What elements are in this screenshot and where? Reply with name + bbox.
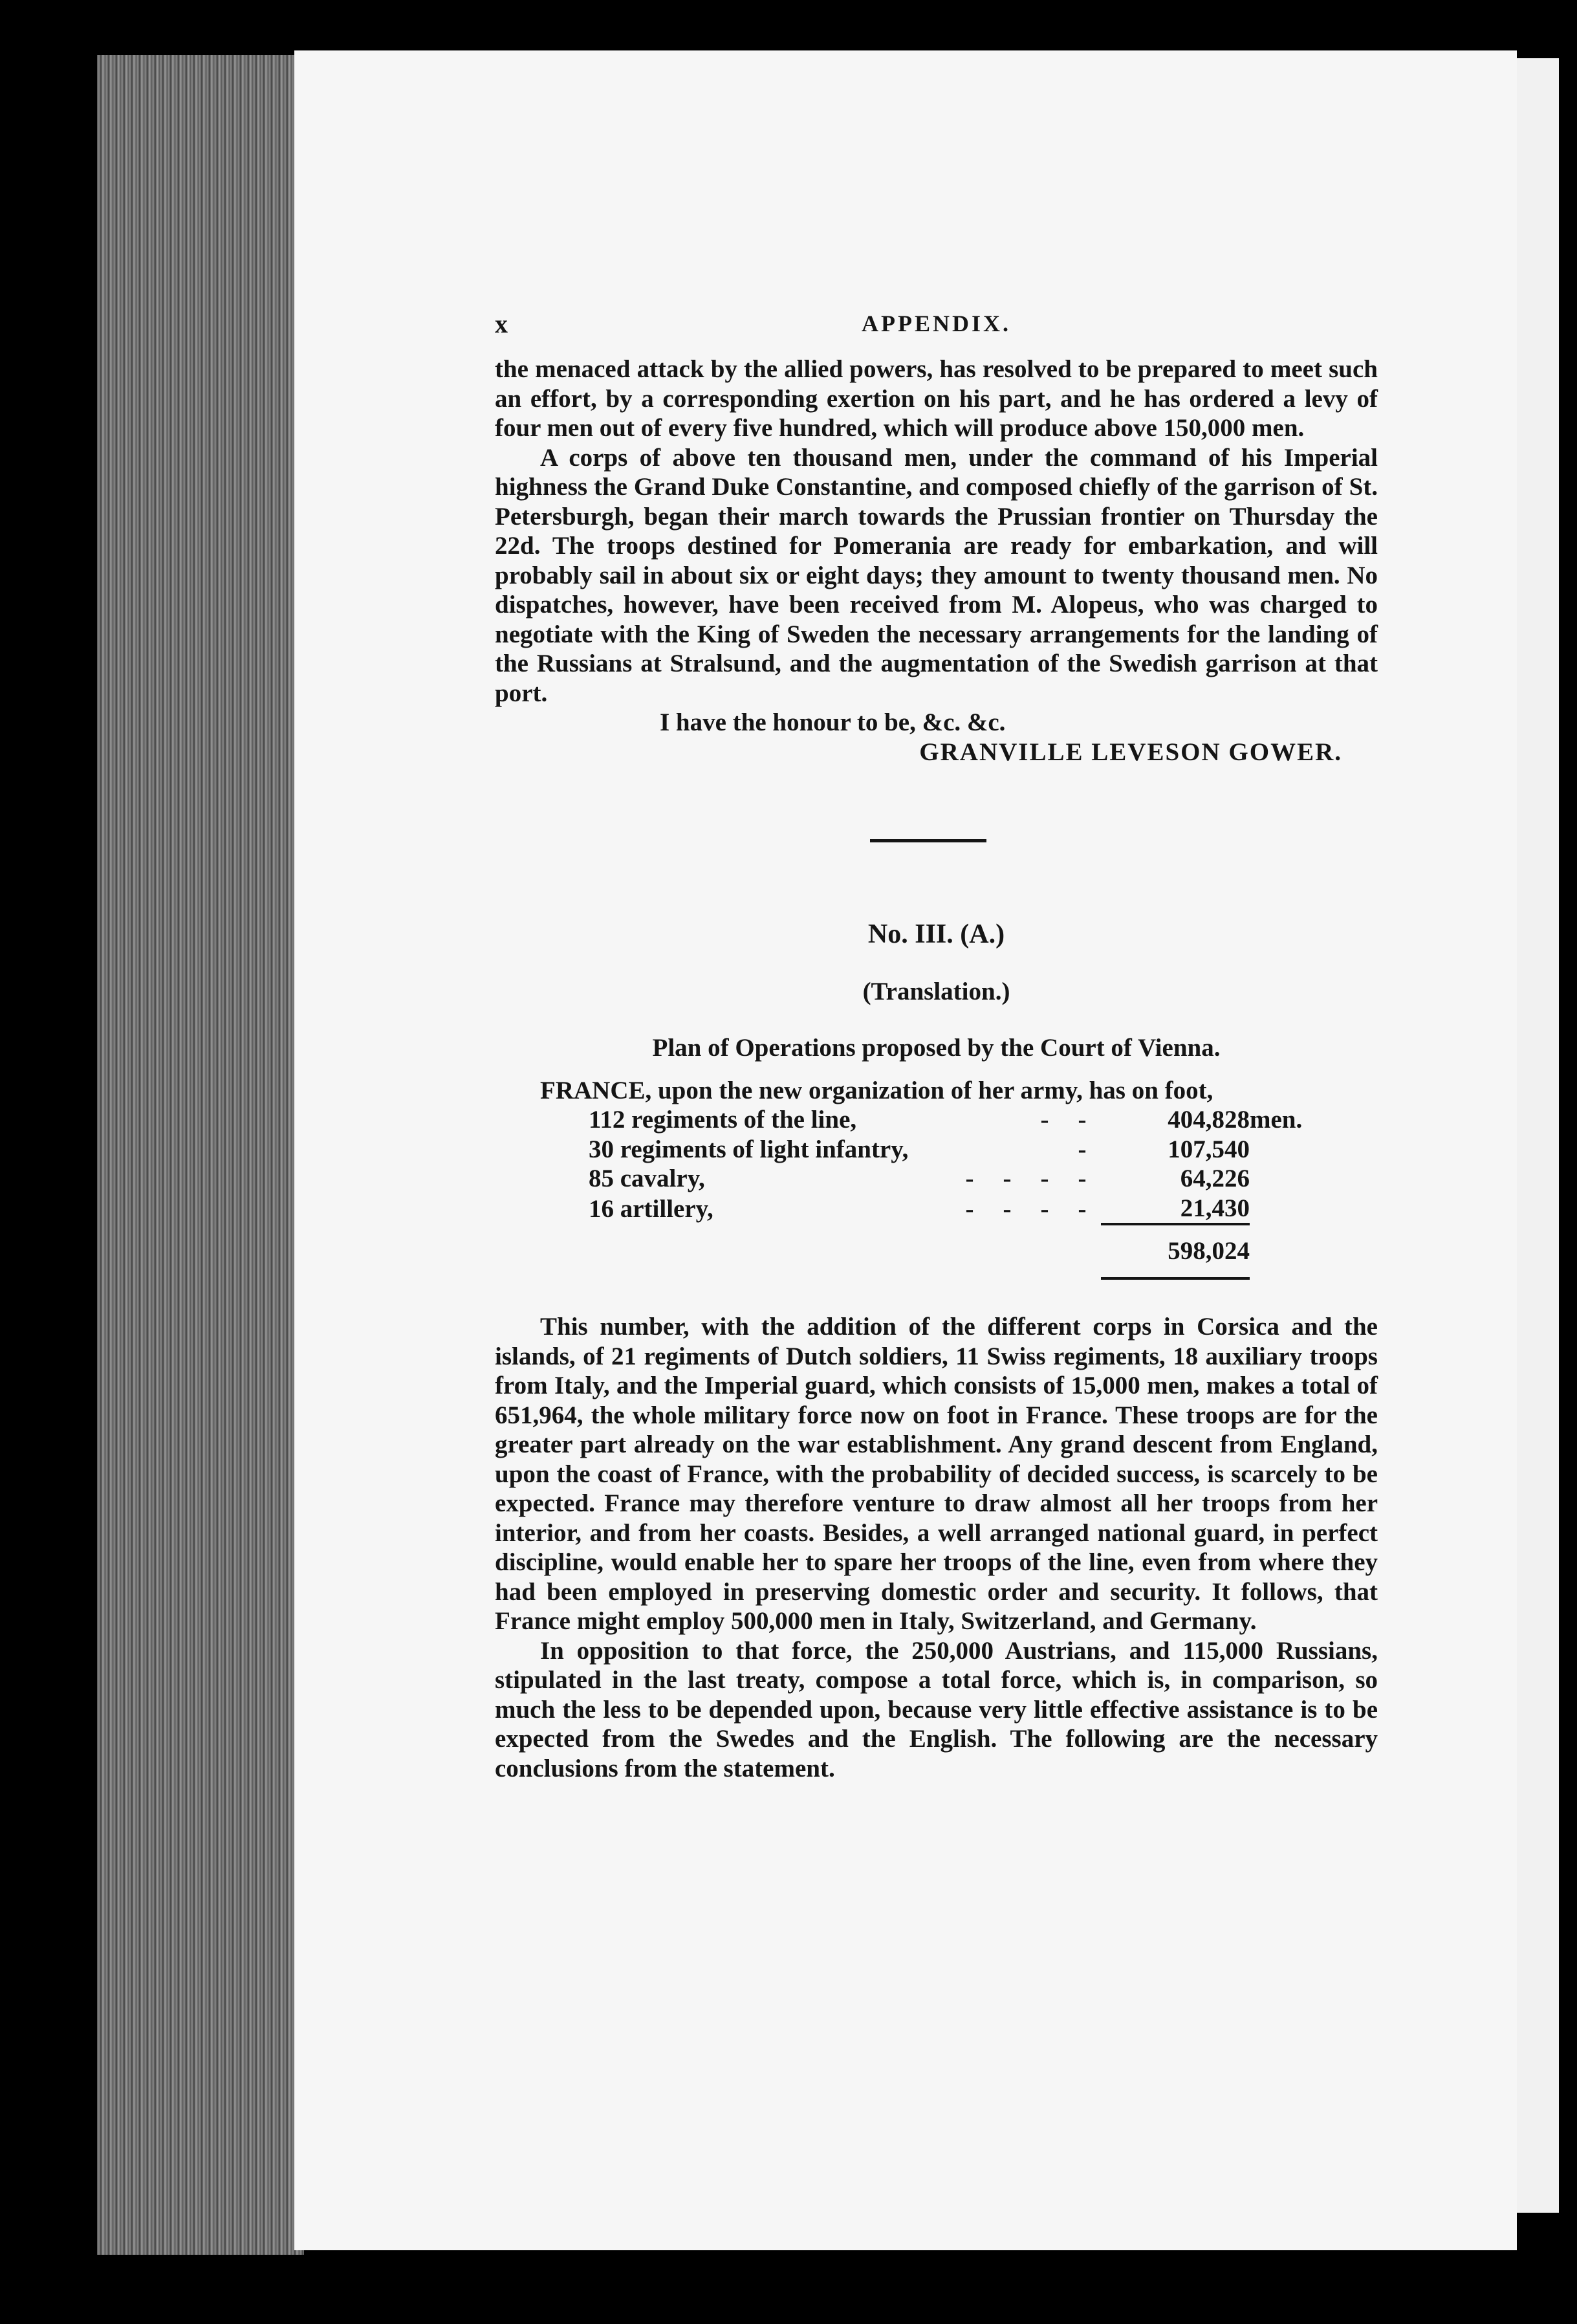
section-title: Plan of Operations proposed by the Court of Vienna. <box>652 1034 1221 1062</box>
forces-row-label: 30 regiments of light infantry, <box>589 1135 909 1163</box>
forces-row-dash: - <box>1040 1106 1049 1134</box>
forces-row-value: 64,226 <box>1180 1165 1250 1192</box>
forces-table <box>589 1105 1302 1280</box>
forces-row-value: 21,430 <box>1180 1194 1250 1222</box>
forces-row-unit <box>1250 1135 1302 1165</box>
forces-row-label: 85 cavalry, <box>589 1165 705 1192</box>
forces-total-value: 598,024 <box>1101 1224 1250 1278</box>
forces-row-dash: - <box>1078 1194 1087 1223</box>
forces-row-dash: - <box>1003 1165 1012 1192</box>
letter-paragraph-2: A corps of above ten thousand men, under the command of his Imperial highness the Grand Duke Constantine, and composed chiefly of the garrison of St. Petersburgh, began their march towards the Prussian frontier on Thursday the 22d. The troops destined for Pomerania are ready for embarkation, and will probably sail in about six or eight days; they amount to twenty thousand men. No dispatches, however, have been received from M. Alopeus, who was charged to negotiate with the King of Sweden the necessary arrangements for the landing of the Russians at Stralsund, and the augmentation of the Swedish garrison at that port. <box>495 443 1378 707</box>
body-paragraph-1: This number, with the addition of the different corps in Corsica and the islands, of 21 regiments of Dutch soldiers, 11 Swiss regiments, 18 auxiliary troops from Italy, and the Imperial guard, which consists of 15,000 men, makes a total of 651,964, the whole military force now on foot in France. These troops are for the greater part already on the war establishment. Any grand descent from England, upon the coast of France, with the probability of decided success, is scarcely to be expected. France may therefore venture to draw almost all her troops from her interior, and from her coasts. Besides, a well arranged national guard, in perfect discipline, would enable her to spare her troops of the line, even from where they had been employed in preserving domestic order and security. It follows, that France might employ 500,000 men in Italy, Switzerland, and Germany. <box>495 1313 1378 1635</box>
forces-table-row <box>589 1194 1302 1225</box>
forces-table-body <box>589 1105 1302 1278</box>
forces-table-row <box>589 1135 1302 1165</box>
forces-row-dash: - <box>1040 1165 1049 1192</box>
forces-row-label: 16 artillery, <box>589 1194 713 1223</box>
forces-row-dash: - <box>1003 1194 1012 1223</box>
forces-intro: FRANCE, upon the new organization of her army, has on foot, <box>540 1076 1213 1104</box>
forces-row-dash: - <box>1078 1165 1087 1192</box>
page-content <box>495 309 1378 1783</box>
forces-row-label: 112 regiments of the line, <box>589 1106 857 1134</box>
forces-row-value: 107,540 <box>1168 1135 1250 1163</box>
page-number: x <box>495 309 508 338</box>
letter-signature: GRANVILLE LEVESON GOWER. <box>919 738 1342 766</box>
forces-row-dash <box>951 1105 988 1135</box>
forces-row-dash <box>1026 1135 1063 1165</box>
forces-total-unit <box>1250 1224 1302 1278</box>
body-paragraph-2: In opposition to that force, the 250,000 Austrians, and 115,000 Russians, stipulated in the last treaty, compose a total force, which is, in comparison, so much the less to be depended upon, because very little effective assistance is to be expected from the Swedes and the English. The following are the necessary conclusions from the statement. <box>495 1636 1378 1782</box>
forces-row-unit <box>1250 1164 1302 1194</box>
letter-closing: I have the honour to be, &c. &c. <box>660 708 1006 736</box>
forces-row-dash: - <box>965 1194 974 1223</box>
forces-row-dash <box>951 1135 988 1165</box>
forces-row-dash <box>988 1135 1026 1165</box>
section-divider <box>870 839 986 842</box>
forces-row-dash: - <box>1078 1106 1087 1134</box>
running-head: APPENDIX. <box>862 311 1011 336</box>
forces-row-dash <box>988 1105 1026 1135</box>
forces-total-row <box>589 1224 1302 1278</box>
book-page-edges <box>97 55 304 2255</box>
book-page <box>294 50 1517 2250</box>
forces-row-unit: men. <box>1250 1106 1303 1134</box>
forces-total-spacer <box>589 1224 1101 1278</box>
forces-row-value: 404,828 <box>1168 1106 1250 1134</box>
forces-table-row <box>589 1105 1302 1135</box>
translation-note: (Translation.) <box>862 977 1010 1005</box>
page-header <box>495 309 1378 355</box>
forces-row-dash: - <box>965 1165 974 1192</box>
forces-row-dash: - <box>1078 1135 1087 1163</box>
letter-paragraph-1: the menaced attack by the allied powers, has resolved to be prepared to meet such an effort, by a corresponding exertion on his part, and he has ordered a levy of four men out of every five hundred, which will produce above 150,000 men. <box>495 355 1378 442</box>
forces-row-dash: - <box>1040 1194 1049 1223</box>
forces-row-unit <box>1250 1194 1302 1225</box>
section-number: No. III. (A.) <box>867 919 1005 949</box>
forces-table-row <box>589 1164 1302 1194</box>
